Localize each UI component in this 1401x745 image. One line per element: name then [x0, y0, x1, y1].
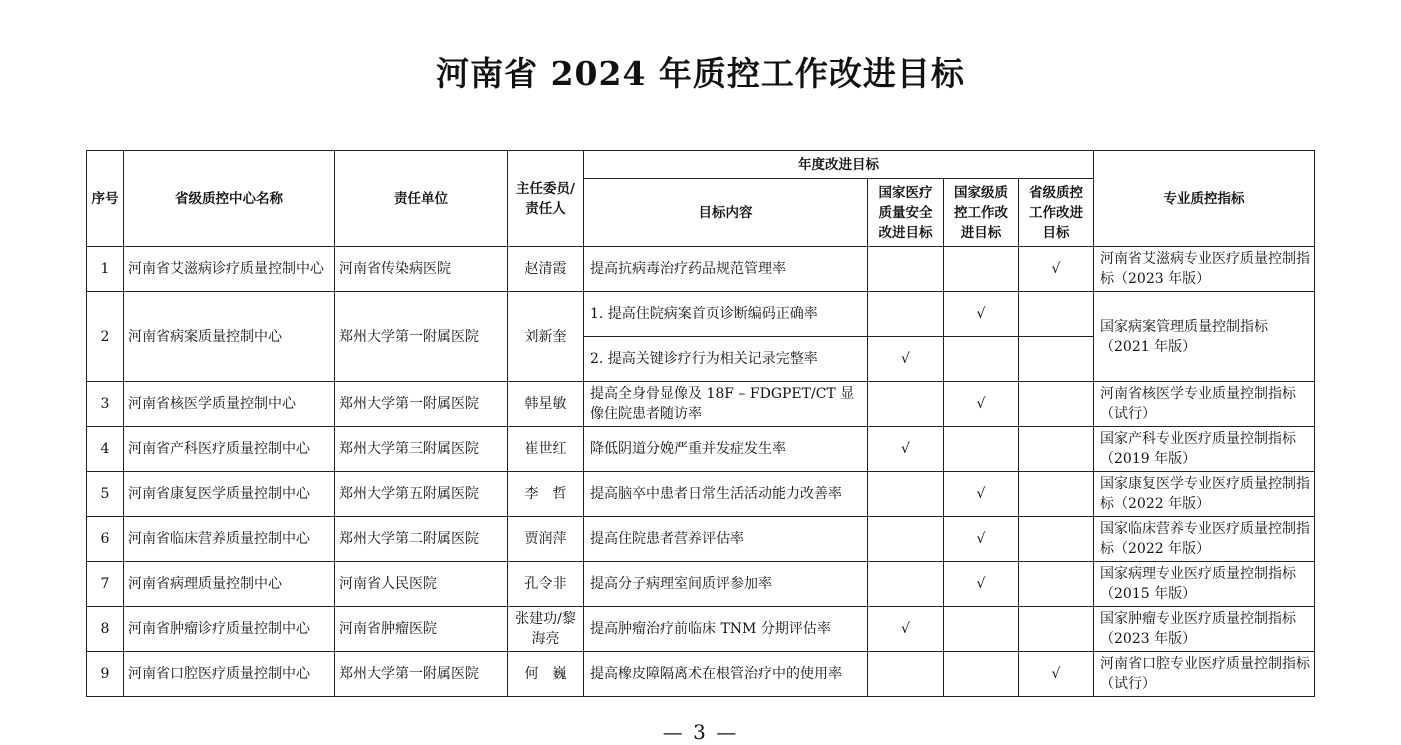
cell-indicator: 国家肿瘤专业医疗质量控制指标（2023 年版） [1094, 607, 1315, 652]
cell-indicator: 河南省口腔专业医疗质量控制指标（试行） [1094, 652, 1315, 697]
cell-national-safety-check: √ [868, 337, 944, 382]
header-seq: 序号 [87, 151, 124, 247]
cell-seq: 6 [87, 517, 124, 562]
cell-national-qc-check [944, 652, 1019, 697]
cell-indicator: 国家临床营养专业医疗质量控制指标（2022 年版） [1094, 517, 1315, 562]
cell-person: 刘新奎 [508, 292, 584, 382]
header-person: 主任委员/责任人 [508, 151, 584, 247]
table-row [87, 472, 1315, 517]
cell-person: 崔世红 [508, 427, 584, 472]
cell-seq: 4 [87, 427, 124, 472]
cell-goal: 提高橡皮障隔离术在根管治疗中的使用率 [584, 652, 868, 697]
cell-provincial-qc-check: √ [1019, 652, 1094, 697]
cell-seq: 2 [87, 292, 124, 382]
cell-goal: 2. 提高关键诊疗行为相关记录完整率 [584, 337, 868, 382]
cell-provincial-qc-check [1019, 337, 1094, 382]
cell-national-qc-check: √ [944, 292, 1019, 337]
cell-national-safety-check [868, 292, 944, 337]
cell-national-qc-check [944, 337, 1019, 382]
cell-national-qc-check [944, 427, 1019, 472]
header-national-safety: 国家医疗质量安全改进目标 [868, 179, 944, 247]
cell-person: 何 巍 [508, 652, 584, 697]
page-number: — 3 — [662, 720, 739, 744]
cell-unit: 河南省人民医院 [335, 562, 508, 607]
cell-seq: 1 [87, 247, 124, 292]
cell-national-qc-check: √ [944, 517, 1019, 562]
cell-unit: 河南省传染病医院 [335, 247, 508, 292]
cell-national-safety-check [868, 247, 944, 292]
cell-national-qc-check [944, 247, 1019, 292]
cell-seq: 3 [87, 382, 124, 427]
cell-provincial-qc-check [1019, 472, 1094, 517]
table-row [87, 382, 1315, 427]
cell-person: 贾润萍 [508, 517, 584, 562]
cell-unit: 郑州大学第一附属医院 [335, 382, 508, 427]
cell-center: 河南省核医学质量控制中心 [124, 382, 335, 427]
table-row [87, 427, 1315, 472]
cell-person: 张建功/黎海亮 [508, 607, 584, 652]
cell-center: 河南省临床营养质量控制中心 [124, 517, 335, 562]
cell-person: 李 哲 [508, 472, 584, 517]
cell-person: 孔令非 [508, 562, 584, 607]
table-row [87, 652, 1315, 697]
cell-seq: 8 [87, 607, 124, 652]
table-body [87, 247, 1315, 697]
cell-national-qc-check: √ [944, 472, 1019, 517]
cell-goal: 提高分子病理室间质评参加率 [584, 562, 868, 607]
cell-provincial-qc-check [1019, 517, 1094, 562]
cell-goal: 1. 提高住院病案首页诊断编码正确率 [584, 292, 868, 337]
cell-national-safety-check: √ [868, 607, 944, 652]
cell-seq: 7 [87, 562, 124, 607]
table-row [87, 292, 1315, 337]
cell-seq: 9 [87, 652, 124, 697]
cell-goal: 提高全身骨显像及 18F – FDGPET/CT 显像住院患者随访率 [584, 382, 868, 427]
cell-indicator: 国家康复医学专业医疗质量控制指标（2022 年版） [1094, 472, 1315, 517]
cell-center: 河南省口腔医疗质量控制中心 [124, 652, 335, 697]
page-title: 河南省 2024 年质控工作改进目标 [436, 54, 965, 93]
table-row [87, 562, 1315, 607]
cell-center: 河南省病案质量控制中心 [124, 292, 335, 382]
cell-national-safety-check [868, 562, 944, 607]
cell-goal: 提高肿瘤治疗前临床 TNM 分期评估率 [584, 607, 868, 652]
cell-person: 赵清霞 [508, 247, 584, 292]
cell-provincial-qc-check: √ [1019, 247, 1094, 292]
table-row [87, 517, 1315, 562]
header-goal: 目标内容 [584, 179, 868, 247]
targets-table [86, 150, 1315, 697]
cell-unit: 郑州大学第五附属医院 [335, 472, 508, 517]
cell-provincial-qc-check [1019, 292, 1094, 337]
cell-unit: 河南省肿瘤医院 [335, 607, 508, 652]
table-row [87, 607, 1315, 652]
cell-national-safety-check [868, 517, 944, 562]
cell-goal: 提高住院患者营养评估率 [584, 517, 868, 562]
cell-national-safety-check: √ [868, 427, 944, 472]
cell-provincial-qc-check [1019, 382, 1094, 427]
cell-person: 韩星敏 [508, 382, 584, 427]
table-row [87, 247, 1315, 292]
cell-seq: 5 [87, 472, 124, 517]
cell-national-safety-check [868, 652, 944, 697]
cell-indicator: 国家病理专业医疗质量控制指标（2015 年版） [1094, 562, 1315, 607]
cell-center: 河南省康复医学质量控制中心 [124, 472, 335, 517]
cell-national-safety-check [868, 382, 944, 427]
cell-unit: 郑州大学第一附属医院 [335, 652, 508, 697]
cell-national-qc-check: √ [944, 562, 1019, 607]
cell-indicator: 河南省艾滋病专业医疗质量控制指标（2023 年版） [1094, 247, 1315, 292]
cell-provincial-qc-check [1019, 607, 1094, 652]
header-national-qc: 国家级质控工作改进目标 [944, 179, 1019, 247]
cell-goal: 提高脑卒中患者日常生活活动能力改善率 [584, 472, 868, 517]
header-annual-group: 年度改进目标 [584, 151, 1094, 179]
header-provincial-qc: 省级质控工作改进目标 [1019, 179, 1094, 247]
cell-indicator: 河南省核医学专业质量控制指标（试行） [1094, 382, 1315, 427]
cell-center: 河南省病理质量控制中心 [124, 562, 335, 607]
cell-unit: 郑州大学第一附属医院 [335, 292, 508, 382]
cell-unit: 郑州大学第三附属医院 [335, 427, 508, 472]
cell-indicator: 国家病案管理质量控制指标（2021 年版） [1094, 292, 1315, 382]
cell-goal: 降低阴道分娩严重并发症发生率 [584, 427, 868, 472]
cell-unit: 郑州大学第二附属医院 [335, 517, 508, 562]
cell-national-qc-check [944, 607, 1019, 652]
cell-provincial-qc-check [1019, 562, 1094, 607]
cell-provincial-qc-check [1019, 427, 1094, 472]
cell-goal: 提高抗病毒治疗药品规范管理率 [584, 247, 868, 292]
header-unit: 责任单位 [335, 151, 508, 247]
header-center: 省级质控中心名称 [124, 151, 335, 247]
header-indicator: 专业质控指标 [1094, 151, 1315, 247]
cell-center: 河南省产科医疗质量控制中心 [124, 427, 335, 472]
cell-indicator: 国家产科专业医疗质量控制指标（2019 年版） [1094, 427, 1315, 472]
cell-center: 河南省肿瘤诊疗质量控制中心 [124, 607, 335, 652]
cell-national-qc-check: √ [944, 382, 1019, 427]
cell-national-safety-check [868, 472, 944, 517]
cell-center: 河南省艾滋病诊疗质量控制中心 [124, 247, 335, 292]
